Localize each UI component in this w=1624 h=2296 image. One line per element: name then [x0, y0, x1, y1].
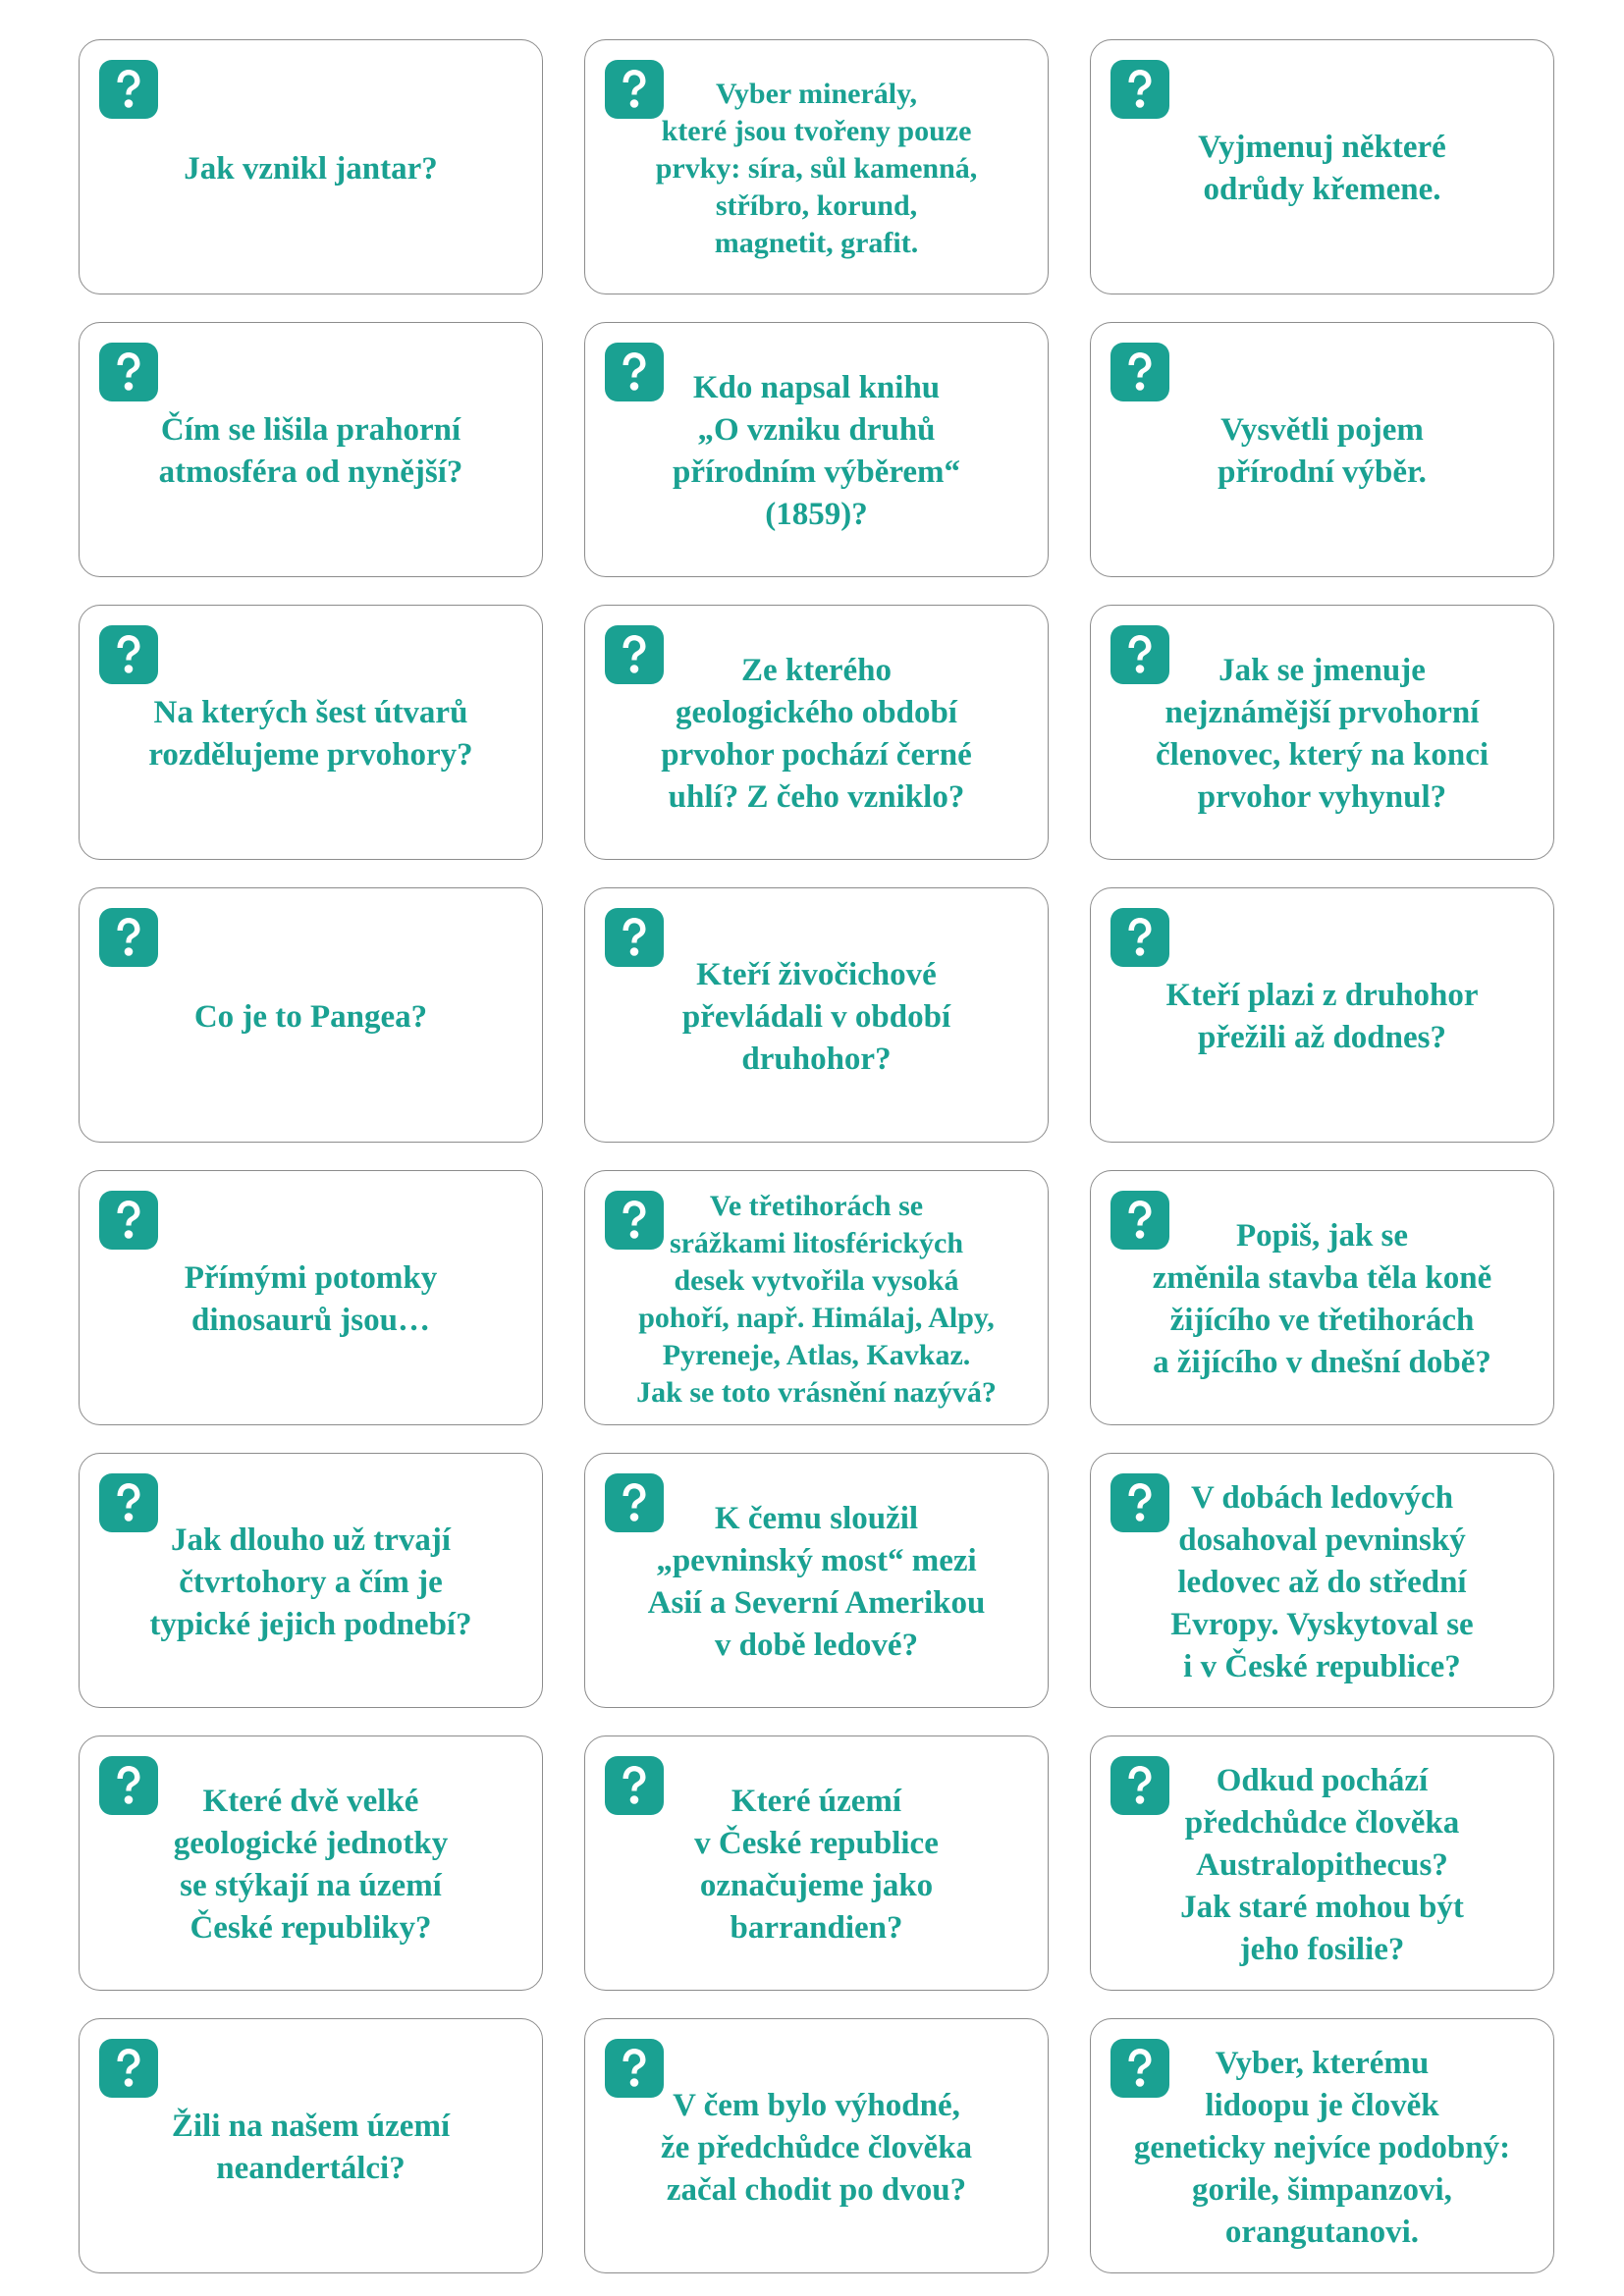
question-mark-glyph: [1110, 2039, 1169, 2098]
question-mark-glyph: [99, 1756, 158, 1815]
question-card: [79, 39, 543, 294]
question-text: V dobách ledových dosahoval pevninský ledovec až do střední Evropy. Vyskytoval se i v České republice?: [1170, 1479, 1474, 1684]
question-text: Kteří živočichové převládali v období druhohor?: [681, 956, 951, 1077]
question-text: Žili na našem území neandertálci?: [171, 2109, 451, 2186]
question-badge-icon: [605, 60, 664, 119]
question-text: Ze kterého geologického období prvohor pochází černé uhlí? Z čeho vzniklo?: [661, 653, 972, 815]
question-badge-icon: [1110, 908, 1169, 967]
question-text: Kteří plazi z druhohor přežili až dodnes?: [1165, 978, 1479, 1055]
question-card: [584, 887, 1049, 1143]
question-badge-icon: [99, 1756, 158, 1815]
question-badge-icon: [605, 1473, 664, 1532]
question-mark-glyph: [99, 908, 158, 967]
question-badge-icon: [605, 1191, 664, 1250]
question-text: Přímými potomky dinosaurů jsou…: [184, 1260, 438, 1338]
question-badge-icon: [1110, 343, 1169, 401]
question-mark-glyph: [99, 1473, 158, 1532]
question-text: Vyjmenuj některé odrůdy křemene.: [1198, 130, 1446, 207]
question-card: [1090, 1735, 1554, 1991]
question-badge-icon: [99, 1473, 158, 1532]
question-card: [79, 1735, 543, 1991]
question-badge-icon: [1110, 625, 1169, 684]
question-mark-glyph: [1110, 1191, 1169, 1250]
question-card: [584, 2018, 1049, 2273]
question-card: [584, 1170, 1049, 1425]
question-card: [584, 39, 1049, 294]
question-text: Čím se lišila prahorní atmosféra od nynější?: [158, 412, 463, 490]
question-mark-glyph: [605, 1191, 664, 1250]
question-text: Co je to Pangea?: [193, 998, 428, 1035]
question-badge-icon: [605, 625, 664, 684]
question-text: Popiš, jak se změnila stavba těla koně žijícího ve třetihorách a žijícího v dnešní době?: [1152, 1218, 1492, 1380]
question-card: [79, 1170, 543, 1425]
question-mark-glyph: [605, 1756, 664, 1815]
question-badge-icon: [1110, 1756, 1169, 1815]
question-badge-icon: [1110, 1191, 1169, 1250]
question-mark-glyph: [1110, 908, 1169, 967]
question-card: [79, 605, 543, 860]
question-card: [584, 1453, 1049, 1708]
question-card: [1090, 1453, 1554, 1708]
question-badge-icon: [99, 60, 158, 119]
card-sheet: [79, 39, 1555, 2273]
question-badge-icon: [99, 1191, 158, 1250]
question-text: Ve třetihorách se srážkami litosférických desek vytvořila vysoká pohoří, např. Himálaj, Alpy, Pyreneje, Atlas, Kavkaz. Jak se toto vrásnění nazývá?: [636, 1190, 997, 1409]
question-badge-icon: [99, 343, 158, 401]
question-mark-glyph: [1110, 625, 1169, 684]
question-card: [1090, 39, 1554, 294]
question-text: K čemu sloužil „pevninský most“ mezi Asií a Severní Amerikou v době ledové?: [647, 1501, 986, 1663]
question-mark-glyph: [99, 60, 158, 119]
question-card: [79, 887, 543, 1143]
question-badge-icon: [1110, 60, 1169, 119]
question-mark-glyph: [99, 343, 158, 401]
question-mark-glyph: [605, 2039, 664, 2098]
question-card: [1090, 322, 1554, 577]
question-card: [79, 2018, 543, 2273]
question-text: Vyber, kterému lidoopu je člověk geneticky nejvíce podobný: gorile, šimpanzovi, orangutanovi.: [1133, 2045, 1511, 2250]
question-badge-icon: [1110, 2039, 1169, 2098]
question-text: Jak se jmenuje nejznámější prvohorní členovec, který na konci prvohor vyhynul?: [1155, 653, 1489, 815]
question-badge-icon: [605, 2039, 664, 2098]
question-mark-glyph: [99, 625, 158, 684]
question-mark-glyph: [605, 60, 664, 119]
question-mark-glyph: [1110, 343, 1169, 401]
question-text: Na kterých šest útvarů rozdělujeme prvohory?: [148, 695, 473, 773]
question-mark-glyph: [1110, 1473, 1169, 1532]
question-mark-glyph: [605, 908, 664, 967]
question-badge-icon: [99, 625, 158, 684]
question-text: Vysvětli pojem přírodní výběr.: [1218, 412, 1427, 490]
question-card: [79, 1453, 543, 1708]
question-text: Vyber minerály, které jsou tvořeny pouze prvky: síra, sůl kamenná, stříbro, korund, magnetit, grafit.: [655, 78, 978, 259]
question-text: Jak dlouho už trvají čtvrtohory a čím je typické jejich podnebí?: [149, 1522, 472, 1642]
question-mark-glyph: [605, 343, 664, 401]
question-text: Odkud pochází předchůdce člověka Australopithecus? Jak staré mohou být jeho fosilie?: [1180, 1762, 1464, 1967]
question-card: [584, 1735, 1049, 1991]
question-text: Kdo napsal knihu „O vzniku druhů přírodním výběrem“ (1859)?: [672, 370, 961, 532]
question-text: Které území v České republice označujeme jako barrandien?: [694, 1784, 939, 1946]
question-mark-glyph: [99, 2039, 158, 2098]
question-card: [584, 322, 1049, 577]
question-badge-icon: [605, 908, 664, 967]
question-badge-icon: [605, 343, 664, 401]
question-card: [1090, 2018, 1554, 2273]
question-badge-icon: [99, 908, 158, 967]
question-text: Jak vznikl jantar?: [184, 150, 438, 187]
question-badge-icon: [99, 2039, 158, 2098]
question-badge-icon: [1110, 1473, 1169, 1532]
question-mark-glyph: [605, 625, 664, 684]
question-mark-glyph: [605, 1473, 664, 1532]
question-mark-glyph: [1110, 1756, 1169, 1815]
question-card: [1090, 605, 1554, 860]
question-card: [1090, 887, 1554, 1143]
question-mark-glyph: [99, 1191, 158, 1250]
question-mark-glyph: [1110, 60, 1169, 119]
question-card: [584, 605, 1049, 860]
question-card: [1090, 1170, 1554, 1425]
question-text: V čem bylo výhodné, že předchůdce člověka začal chodit po dvou?: [660, 2087, 973, 2208]
question-text: Které dvě velké geologické jednotky se stýkají na území České republiky?: [173, 1784, 449, 1946]
question-card: [79, 322, 543, 577]
question-badge-icon: [605, 1756, 664, 1815]
